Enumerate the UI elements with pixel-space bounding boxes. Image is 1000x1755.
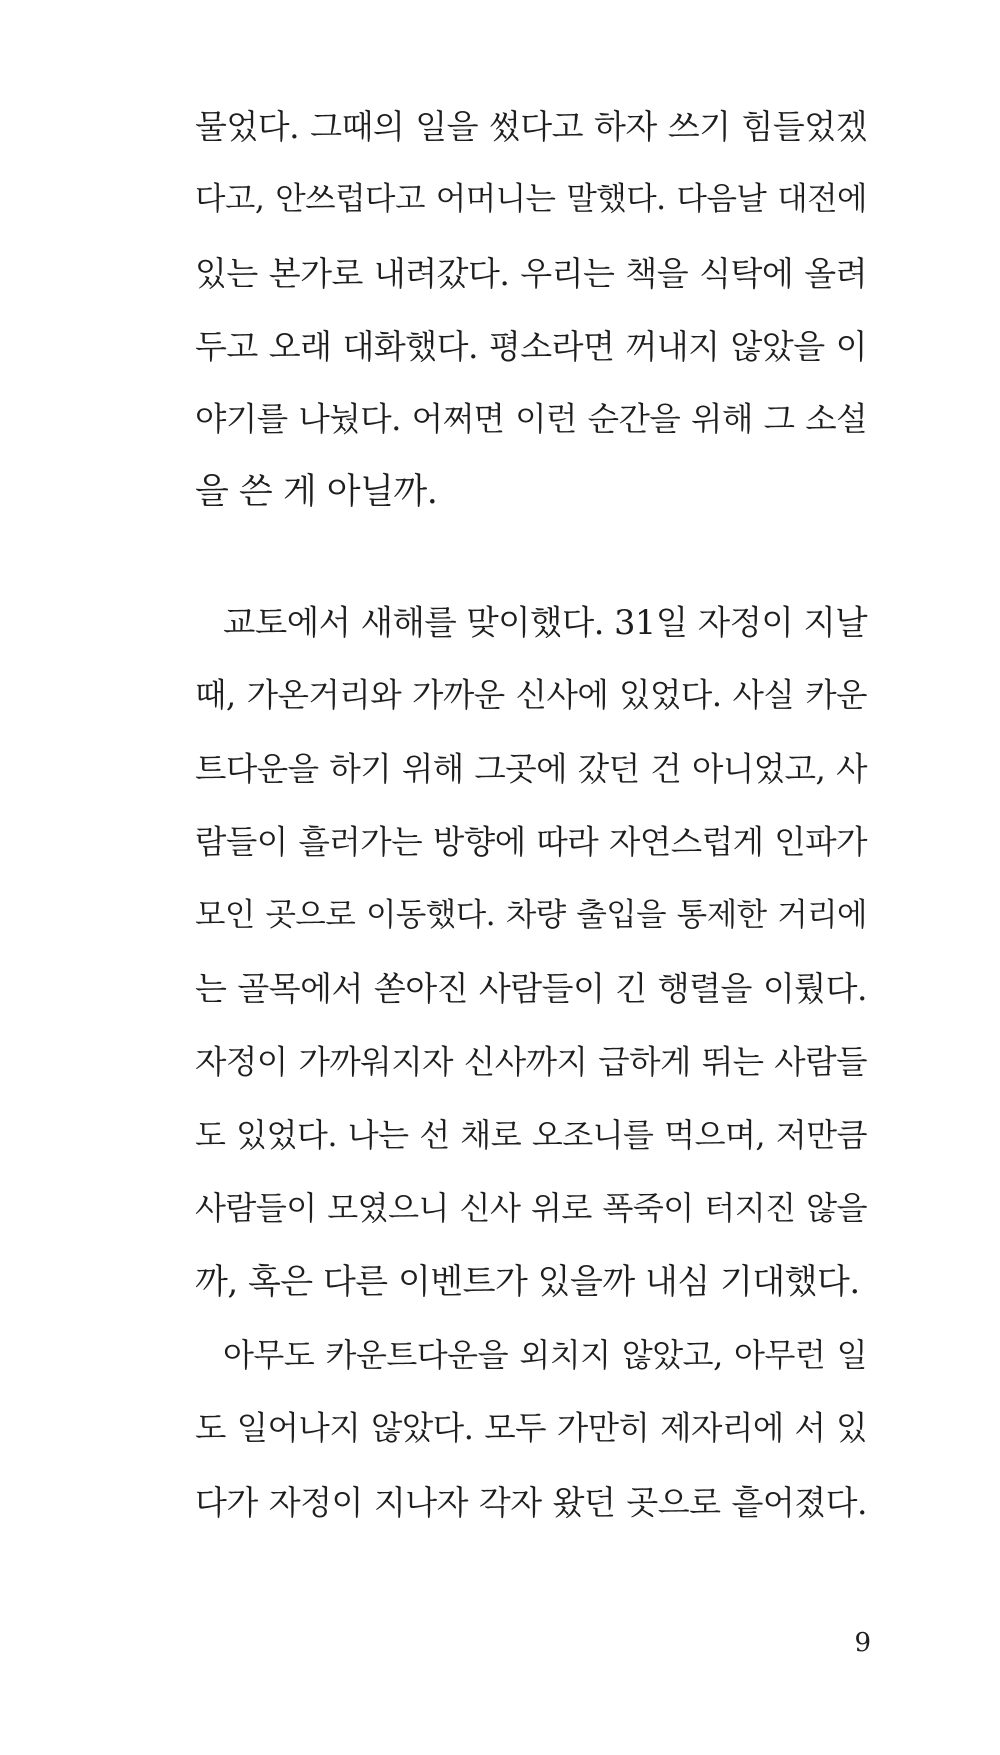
text-line: 는 골목에서 쏟아진 사람들이 긴 행렬을 이뤘다.: [195, 969, 867, 1009]
text-line: 두고 오래 대화했다. 평소라면 꺼내지 않았을 이: [195, 326, 867, 366]
text-line: 모인 곳으로 이동했다. 차량 출입을 통제한 거리에: [195, 897, 867, 934]
text-line: 때, 가온거리와 가까운 신사에 있었다. 사실 카운: [195, 676, 867, 715]
text-line: 도 일어나지 않았다. 모두 가만히 제자리에 서 있: [195, 1409, 867, 1448]
page-number: 9: [854, 1628, 871, 1658]
text-line: 자정이 가까워지자 신사까지 급하게 뛰는 사람들: [195, 1042, 867, 1081]
text-line: 야기를 나눴다. 어쩌면 이런 순간을 위해 그 소설: [195, 400, 867, 439]
text-line: 사람들이 모였으니 신사 위로 폭죽이 터지진 않을: [195, 1189, 867, 1228]
text-line: 아무도 카운트다운을 외치지 않았고, 아무런 일: [223, 1336, 867, 1374]
text-line: 트다운을 하기 위해 그곳에 갔던 건 아니었고, 사: [195, 749, 867, 788]
text-line: 물었다. 그때의 일을 썼다고 하자 쓰기 힘들었겠: [195, 107, 867, 146]
text-line: 을 쓴 게 아닐까.: [195, 472, 438, 513]
text-line: 다가 자정이 지나자 각자 왔던 곳으로 흩어졌다.: [195, 1482, 867, 1522]
paragraph-3: [195, 1319, 867, 1539]
text-line: 교토에서 새해를 맞이했다. 31일 자정이 지날: [223, 603, 868, 642]
text-line: 람들이 흘러가는 방향에 따라 자연스럽게 인파가: [195, 822, 867, 861]
text-line: 있는 본가로 내려갔다. 우리는 책을 식탁에 올려: [195, 253, 867, 293]
text-line: 도 있었다. 나는 선 채로 오조니를 먹으며, 저만큼: [195, 1116, 867, 1155]
text-line: 다고, 안쓰럽다고 어머니는 말했다. 다음날 대전에: [195, 181, 867, 218]
paragraph-1: [195, 90, 867, 530]
paragraph-2: [195, 586, 867, 1319]
text-line: 까, 혹은 다른 이벤트가 있을까 내심 기대했다.: [195, 1261, 860, 1302]
